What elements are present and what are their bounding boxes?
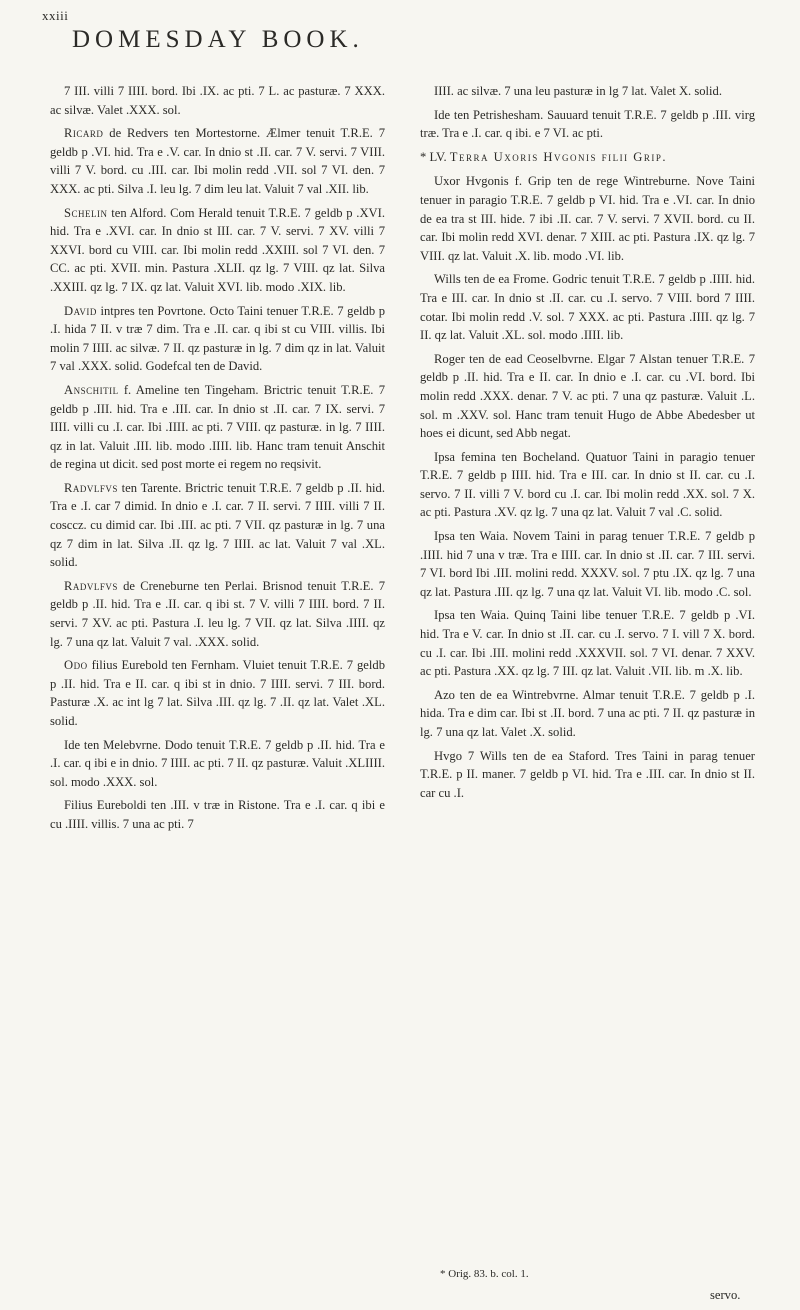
right-column — [420, 82, 755, 807]
entry-paragraph — [420, 747, 755, 803]
entry-paragraph — [50, 736, 385, 792]
entry-paragraph — [420, 172, 755, 265]
tenant-name: David — [64, 303, 97, 318]
entry-paragraph — [50, 302, 385, 376]
entry-text: Ipsa ten Waia. Quinq Taini libe tenuer T.R.E. 7 geldb p .VI. hid. Tra e V. car. In dnio st .II. car. cu .I. servo. 7 I. vill 7 X. bord. cu .I. car. Ibi .III. molini redd .XXXVII. sol. 7 VI. denar. 7 XXV. ac pti. Pastura .XX. qz lg. 7 III. qz lat. Valuit .VII. lib. m .X. lib. — [420, 608, 755, 679]
entry-paragraph — [50, 82, 385, 119]
section-number: * LV. — [420, 149, 447, 164]
entry-text: Ide ten Melebvrne. Dodo tenuit T.R.E. 7 geldb p .II. hid. Tra e .I. car. q ibi e in dnio. 7 IIII. ac pti. 7 II. qz pasturæ. Valuit .XLIIII. sol. modo .XXX. sol. — [50, 737, 385, 789]
tenant-name: Radvlfvs — [64, 578, 118, 593]
page-header — [0, 0, 800, 80]
entry-text: IIII. ac silvæ. 7 una leu pasturæ in lg 7 lat. Valet X. solid. — [434, 84, 722, 98]
page-number: xxiii — [42, 8, 69, 23]
tenant-name: Ricard — [64, 126, 104, 141]
entry-text: Ipsa femina ten Bocheland. Quatuor Taini in paragio tenuer T.R.E. 7 geldb p IIII. hid. Tra e III. car. In dnio st II. car. cu .I. servo. 7 II. villi 7 V. bord cu .I. car. Ibi molin redd .XX. sol. 7 X. ac pti. Pastura .XV. qz lg. 7 una qz lat. Valuit 7 val .C. solid. — [420, 449, 755, 520]
entry-paragraph — [420, 527, 755, 601]
left-column — [50, 82, 385, 839]
entry-text: f. Ameline ten Tingeham. Brictric tenuit T.R.E. 7 geldb p .III. hid. Tra e .III. car. In dnio st .II. car. 7 IX. servi. 7 IIII. villi cu .I. car. Ibi .IIII. ac pti. 7 VIII. qz pasturæ. in lg. 7 IIII. qz in lat. Valuit .III. lib. modo .IIII. lib. Hanc tram tenuit Anschit de regina ut dicit. sed post morte ei regem no reqsivit. — [50, 382, 385, 472]
entry-text: ten Alford. Com Herald tenuit T.R.E. 7 geldb p .XVI. hid. Tra e .XVI. car. In dnio st III. car. 7 V. servi. 7 XV. villi 7 XXVI. bord cu VIII. car. Ibi molin redd .XXIII. sol 7 VI. den. 7 CC. ac pti. XVII. min. Pastura .XLII. qz lg. 7 VIII. qz lat. Silva .XXIII. qz lg. 7 IX. qz lat. Valuit XVI. lib. modo .XIX. lib. — [50, 205, 385, 294]
entry-text: de Creneburne ten Perlai. Brisnod tenuit T.R.E. 7 geldb p .II. hid. Tra e .II. car. q ibi st. 7 V. villi 7 IIII. bord. 7 II. servi. 7 XV. ac pti. Pastura .I. leu lg. 7 VII. qz lat. Silva .IIII. qz lg. 7 una qz lat. Valuit 7 val. .XXX. solid. — [50, 578, 385, 649]
entry-text: filius Eurebold ten Fernham. Vluiet tenuit T.R.E. 7 geldb p .II. hid. Tra e II. car. q ibi st in dnio. 7 IIII. servi. 7 III. bord. Pasturæ .X. ac int lg 7 lat. Silva .III. qz lg. 7 .II. qz lat. Valet .XL. solid. — [50, 658, 385, 728]
entry-paragraph — [50, 204, 385, 297]
section-heading — [420, 148, 755, 167]
entry-paragraph — [420, 448, 755, 522]
tenant-name: Odo — [64, 658, 88, 673]
entry-paragraph — [420, 686, 755, 742]
entry-text: intpres ten Povrtone. Octo Taini tenuer T.R.E. 7 geldb p .I. hida 7 II. v træ 7 dim. Tra e .II. car. q ibi st cu VIII. villis. Ibi molin 7 IIII. ac silvæ. 7 II. qz pasturæ in lg. 7 dim qz in lat. Valuit 7 val .XXX. solid. Godefcal ten de David. — [50, 303, 385, 374]
tenant-name: Schelin — [64, 205, 108, 220]
entry-paragraph — [50, 381, 385, 474]
footnote: * Orig. 83. b. col. 1. — [440, 1268, 529, 1280]
section-title: Terra Uxoris Hvgonis filii Grip. — [449, 149, 667, 164]
entry-text: ten Tarente. Brictric tenuit T.R.E. 7 geldb p .II. hid. Tra e .I. car 7 dimid. In dnio e .I. car. 7 II. servi. 7 IIII. villi 7 II. cosccz. cu dimid car. Ibi .III. ac pti. 7 VII. qz pasturæ in lg. 7 una qz 7 dim in lat. Silva .II. qz lg. 7 IIII. ac lat. Valuit 7 val .XL. solid. — [50, 480, 385, 570]
entry-text: Ipsa ten Waia. Novem Taini in parag tenuer T.R.E. 7 geldb p .IIII. hid 7 una v træ. Tra e IIII. car. In dnio st .II. car. 7 III. servi. 7 VI. bord Ibi .III. molini redd. XXXV. sol. 7 ptu .IX. qz lg. 7 una qz lat. Pastura .III. qz lg. 7 una qz lat. Valuit VI. lib. modo .C. sol. — [420, 529, 755, 599]
entry-paragraph — [50, 479, 385, 572]
entry-paragraph — [50, 577, 385, 651]
tenant-name: Anschitil — [64, 382, 119, 397]
entry-paragraph — [420, 106, 755, 143]
entry-text: Uxor Hvgonis f. Grip ten de rege Wintreburne. Nove Taini tenuer in paragio T.R.E. 7 geldb p VI. hid. Tra e .VI. car. In dnio de ea tra st III. hide. 7 ibi .II. car. 7 V. servi. 7 XVII. bord. cu II. car. Ibi molin redd XVI. denar. 7 XIII. ac pti. Pastura .IX. qz lg. 7 VIII. qz lat. Valuit .X. lib. modo .VI. lib. — [420, 174, 755, 263]
entry-paragraph — [420, 82, 755, 101]
entry-text: Filius Eureboldi ten .III. v træ in Ristone. Tra e .I. car. q ibi e cu .IIII. villis. 7 una ac pti. 7 — [50, 798, 385, 831]
entry-text: de Redvers ten Mortestorne. Ælmer tenuit T.R.E. 7 geldb p .VI. hid. Tra e .V. car. In dnio st .II. car. 7 V. servi. 7 VIII. villi 7 V. bord. cu .III. car. Ibi molin redd .VII. sol 7 VI. den. 7 XXX. ac pti. Silva .I. leu lg. 7 dim leu lat. Valuit 7 val .XII. lib. — [50, 126, 385, 196]
entry-paragraph — [420, 270, 755, 344]
entry-text: Hvgo 7 Wills ten de ea Staford. Tres Taini in parag tenuer T.R.E. p II. maner. 7 geldb p VI. hid. Tra e .III. car. In dnio st II. car cu .I. — [420, 748, 755, 800]
entry-paragraph — [50, 656, 385, 730]
catchword: servo. — [710, 1288, 741, 1302]
entry-text: 7 III. villi 7 IIII. bord. Ibi .IX. ac pti. 7 L. ac pasturæ. 7 XXX. ac silvæ. Valet .XXX. sol. — [50, 84, 385, 117]
entry-paragraph — [50, 796, 385, 833]
entry-text: Azo ten de ea Wintrebvrne. Almar tenuit T.R.E. 7 geldb p .I. hida. Tra e dim car. Ibi st .II. bord. 7 una ac pti. 7 II. qz pasturæ in lg. 7 una qz lat. Valet .X. solid. — [420, 687, 755, 739]
entry-text: Ide ten Petrishesham. Sauuard tenuit T.R.E. 7 geldb p .III. virg træ. Tra e .I. car. q ibi. e 7 VI. ac pti. — [420, 107, 755, 141]
entry-paragraph — [50, 124, 385, 198]
entry-text: Wills ten de ea Frome. Godric tenuit T.R.E. 7 geldb p .IIII. hid. Tra e III. car. In dnio st .II. car. cu .I. servo. 7 VIII. bord 7 IIII. cotar. Ibi molin redd .V. sol. 7 XXX. ac pti. Pastura .IIII. qz lg. 7 II. qz lat. Valuit .XL. sol. modo .IIII. lib. — [420, 272, 755, 343]
entry-paragraph — [420, 606, 755, 680]
entry-paragraph — [420, 350, 755, 443]
tenant-name: Radvlfvs — [64, 480, 118, 495]
entry-text: Roger ten de ead Ceoselbvrne. Elgar 7 Alstan tenuer T.R.E. 7 geldb p .II. hid. Tra e II. car. In dnio e .I. car. cu .VI. bord. Ibi molin redd .XXX. denar. 7 V. ac pti. 7 una qz pasturæ. Valuit .L. sol. m .XXV. sol. Hanc tram tenuit Hugo de Abbe Abedesber ut hoes ei dicunt, sed Abb negat. — [420, 351, 755, 441]
running-title: DOMESDAY BOOK. — [72, 26, 364, 53]
